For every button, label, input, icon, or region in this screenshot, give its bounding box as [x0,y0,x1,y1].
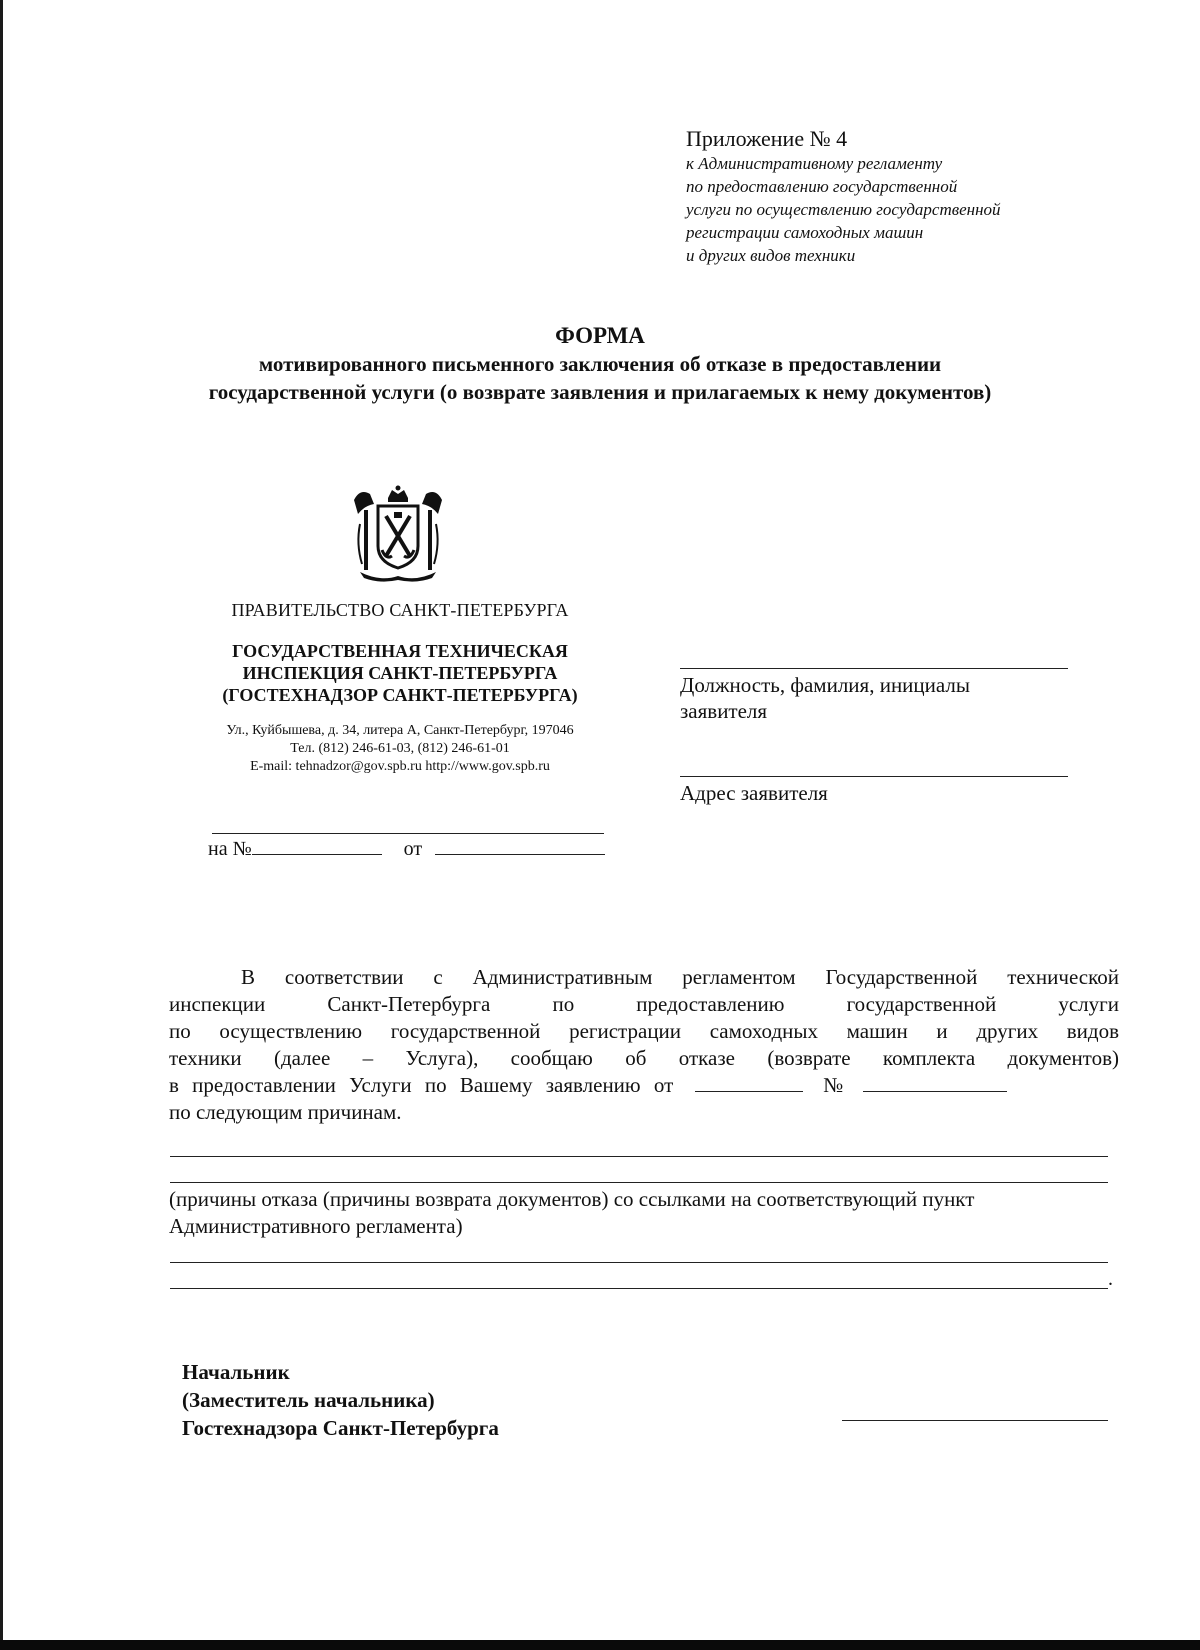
applicant-position-label-line2: заявителя [680,699,768,723]
application-number-field[interactable] [863,1073,1007,1092]
contact-info [190,722,610,776]
body-line-1: В соответствии с Административным регламентом Государственной технической [241,965,1119,989]
signature-field[interactable] [842,1420,1108,1421]
body-line-3: по осуществлению государственной регистрации самоходных машин и других видов [169,1019,1119,1043]
scan-border-bottom [0,1640,1200,1650]
reason-end-mark: . [1108,1268,1113,1290]
reason-label-line2: Административного регламента) [169,1214,463,1238]
spb-coat-of-arms-icon [350,484,446,584]
body-line-5 [169,1072,1119,1099]
appendix-line: услуги по осуществлению государственной [686,200,1001,219]
applicant-position-label-line1: Должность, фамилия, инициалы [680,673,970,697]
body-paragraph [169,964,1119,1126]
address-text: Ул., Куйбышева, д. 34, литера А, Санкт-Петербург, 197046 [226,723,574,738]
reference-date-label: от [403,838,423,860]
body-line-5-text: в предоставлении Услуги по Вашему заявлению от [169,1073,674,1097]
reason-input-line[interactable] [170,1288,1108,1289]
body-line [169,964,1119,991]
reason-input-line[interactable] [170,1262,1108,1263]
phone-text: Тел. (812) 246-61-03, (812) 246-61-01 [290,741,510,756]
reference-number-field[interactable] [252,836,382,855]
scan-border-left [0,0,3,1650]
inspection-name-line3: (ГОСТЕХНАДЗОР САНКТ-ПЕТЕРБУРГА) [222,685,578,705]
reason-input-line[interactable] [170,1156,1108,1157]
application-date-field[interactable] [695,1073,803,1092]
form-title: ФОРМА [555,323,645,348]
body-line-6: по следующим причинам. [169,1100,402,1124]
reason-label-line1: (причины отказа (причины возврата документов) со ссылками на соответствующий пункт [169,1187,975,1211]
reason-input-line[interactable] [170,1182,1108,1183]
appendix-line: регистрации самоходных машин [686,223,924,242]
body-line-2: инспекции Санкт-Петербурга по предоставлению государственной услуги [169,992,1119,1016]
form-subtitle-line1: мотивированного письменного заключения об отказе в предоставлении [258,352,942,376]
reason-label [169,1186,1119,1240]
appendix-line: по предоставлению государственной [686,177,958,196]
email-text: E-mail: tehnadzor@gov.spb.ru http://www.gov.spb.ru [250,759,550,774]
reference-line [208,836,605,861]
inspection-name [190,640,610,706]
reference-date-field[interactable] [435,836,605,855]
form-subtitle-line2: государственной услуги (о возврате заявления и прилагаемых к нему документов) [208,380,992,404]
signature-line3: Гостехнадзора Санкт-Петербурга [182,1416,499,1440]
inspection-name-line1: ГОСУДАРСТВЕННАЯ ТЕХНИЧЕСКАЯ [232,641,568,661]
organization-block [190,598,610,776]
application-number-label: № [823,1073,844,1097]
applicant-position-label [680,672,1060,724]
applicant-address-field[interactable] [680,776,1068,777]
applicant-position-field[interactable] [680,668,1068,669]
government-name: ПРАВИТЕЛЬСТВО САНКТ-ПЕТЕРБУРГА [231,600,569,620]
appendix-line: к Административному регламенту [686,154,943,173]
divider-line [212,833,604,834]
appendix-line: и других видов техники [686,246,856,265]
signature-line1: Начальник [182,1360,290,1384]
inspection-name-line2: ИНСПЕКЦИЯ САНКТ-ПЕТЕРБУРГА [242,663,558,683]
applicant-address-label: Адрес заявителя [680,781,828,805]
form-heading [100,322,1100,406]
body-line-4: техники (далее – Услуга), сообщаю об отказе (возврате комплекта документов) [169,1046,1119,1070]
signature-line2: (Заместитель начальника) [182,1388,435,1412]
reference-number-label: на № [208,838,252,860]
appendix-title: Приложение № 4 [686,126,848,151]
signature-block [182,1358,499,1442]
appendix-block [686,126,1106,267]
